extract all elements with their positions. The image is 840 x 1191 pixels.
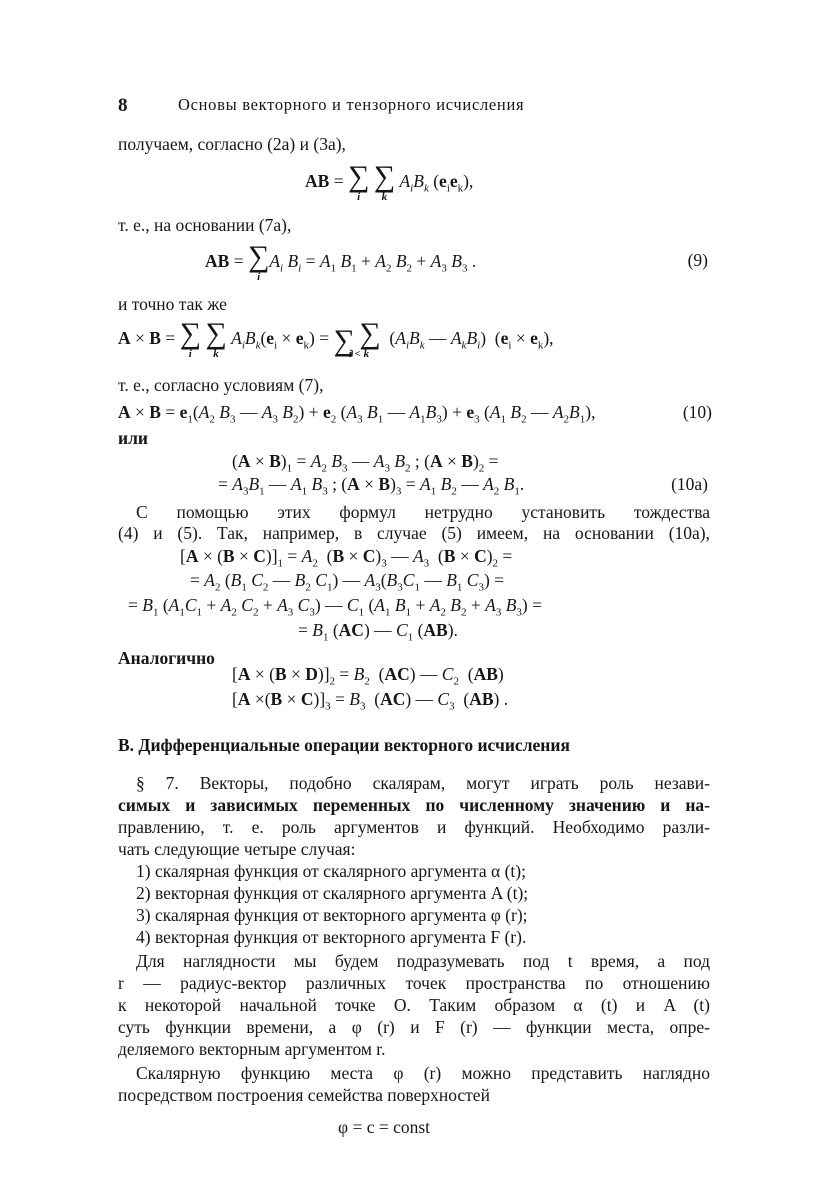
analog-equation-1: $[A \times (B \times D)]_2 = B_2$ (AC) — $C_2$ (AB) xyxy=(232,664,504,688)
equation-10a-line-1: $(A \times B)_1 = A_2$ $B_3$ — $A_3$ $B_2$ ; $(A \times B)_2$ = xyxy=(232,451,499,475)
para7b-line-3: к некоторой начальной точке O. Таким образом α (t) и A (t) xyxy=(118,995,710,1015)
para7-line-2: симых и зависимых переменных по численному значению и на- xyxy=(118,795,710,815)
paragraph-line-1: С помощью этих формул нетрудно установить тождества xyxy=(136,502,710,522)
case-4: 4) векторная функция от векторного аргумента F (r). xyxy=(136,927,527,947)
derivation-line-3: = $B_1$ ($A_1C_1 + A_2$ $C_2 + A_3$ $C_3$) — $C_1$ ($A_1$ $B_1 + A_2$ $B_2 + A_3$ $B_3$) = xyxy=(128,595,542,619)
para7c-line-1: Скалярную функцию места φ (r) можно представить наглядно xyxy=(136,1063,710,1083)
derivation-line-2: = $A_2$ ($B_1$ $C_2$ — $B_2$ $C_1$) — $A_3(B_3C_1$ — $B_1$ $C_3$) = xyxy=(190,570,505,594)
paragraph-line-2: (4) и (5). Так, например, в случае (5) имеем, на основании (10а), xyxy=(118,523,710,543)
equation-cross-product-sum: A × B = ∑ i ∑ k $A_iB_k(e_i \times e_k)$ = ∑ ∑ i < k ($A_iB_k$ — $A_kB_i$) $(e_i \times e_k)$, xyxy=(118,317,554,360)
equation-10a-line-2: = $A_3B_1$ — $A_1$ $B_3$ ; $(A \times B)_3 = A_1$ $B_2$ — $A_2$ $B_1$. xyxy=(218,474,525,498)
para7b-line-1: Для наглядности мы будем подразумевать под t время, а под xyxy=(136,951,710,971)
text-line-4: т. е., согласно условиям (7), xyxy=(118,375,324,395)
para7-line-4: чать следующие четыре случая: xyxy=(118,839,356,859)
equation-ab-double-sum: AB = ∑ i ∑ k $A_iB_k$ $(e_ie_k)$, xyxy=(305,160,474,203)
para7c-line-2: посредством построения семейства поверхностей xyxy=(118,1085,490,1105)
section-title: В. Дифференциальные операции векторного исчисления xyxy=(118,735,570,755)
para7b-line-2: r — радиус-вектор различных точек пространства по отношению xyxy=(118,973,710,993)
text-line-2: т. е., на основании (7а), xyxy=(118,215,292,235)
equation-number-10: (10) xyxy=(682,402,712,422)
equation-10: $A \times B = e_1(A_2$ $B_3$ — $A_3$ $B_2) + e_2$ ($A_3$ $B_1$ — $A_1B_3) + e_3$ ($A_1$ $B_2$ — $A_2B_1$), xyxy=(118,402,596,426)
para7-line-3: правлению, т. е. роль аргументов и функций. Необходимо разли- xyxy=(118,817,710,837)
analog-equation-2: $[A \times(B \times C)]_3 = B_3$ (AC) — $C_3$ (AB) . xyxy=(232,689,509,713)
equation-number-9: (9) xyxy=(687,250,708,270)
analogously-label: Аналогично xyxy=(118,648,215,668)
para7b-line-4: суть функции времени, а φ (r) и F (r) — функции места, опре- xyxy=(118,1017,710,1037)
para7b-line-5: деляемого векторным аргументом r. xyxy=(118,1039,386,1059)
running-title: Основы векторного и тензорного исчисления xyxy=(178,95,525,114)
text-line-3: и точно так же xyxy=(118,294,227,314)
case-2: 2) векторная функция от скалярного аргумента A (t); xyxy=(136,883,529,903)
derivation-line-1: $[A \times (B \times C)]_1 = A_2$ $(B \times C)_3$ — $A_3$ $(B \times C)_2$ = xyxy=(180,546,513,570)
text-line-1: получаем, согласно (2а) и (3а), xyxy=(118,134,346,154)
page-number: 8 xyxy=(118,95,128,116)
case-3: 3) скалярная функция от векторного аргумента φ (r); xyxy=(136,905,528,925)
text-line-5: или xyxy=(118,428,148,448)
equation-number-10a: (10а) xyxy=(671,474,708,494)
final-equation: φ = c = const xyxy=(338,1117,431,1137)
derivation-line-4: = $B_1$ (AC) — $C_1$ (AB). xyxy=(298,620,458,644)
case-1: 1) скалярная функция от скалярного аргумента α (t); xyxy=(136,861,526,881)
equation-9: AB = ∑ i $A_i$ $B_i = A_1$ $B_1 + A_2$ $B_2 + A_3$ $B_3$ . xyxy=(205,240,477,283)
para7-line-1: § 7. Векторы, подобно скалярам, могут играть роль незави- xyxy=(136,773,710,793)
